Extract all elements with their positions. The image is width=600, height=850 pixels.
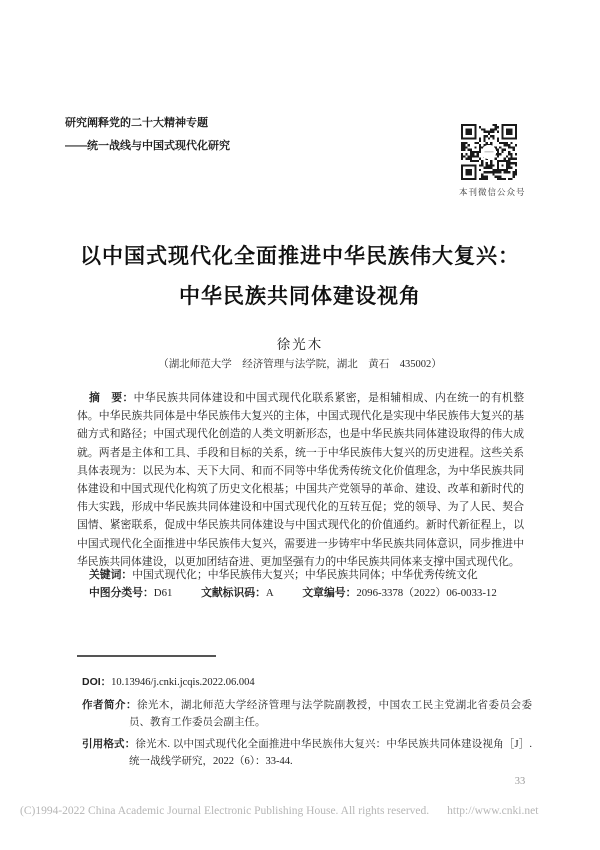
citation-line xyxy=(82,736,532,770)
qr-caption: 本刊微信公众号 xyxy=(459,187,526,197)
doi-line xyxy=(82,674,532,691)
title-line-2: 中华民族共同体建设视角 xyxy=(179,284,421,308)
clc-label: 中图分类号： xyxy=(89,587,154,599)
abstract-text: 中华民族共同体建设和中国式现代化联系紧密，是相辅相成、内在统一的有机整体。中华民族共同体是中华民族伟大复兴的主体，中国式现代化是实现中华民族伟大复兴的基础方式和路径；中国式现代化创造的人类文明新形态，也是中华民族共同体建设取得的伟大成就。两者是主体和工具、手段和目标的关系，统一于中华民族伟大复兴的历史进程。这些关系具体表现为：以民为本、天下大同、和而不同等中华优秀传统文化价值理念，为中华民族共同体建设和中国式现代化构筑了历史文化根基；中国共产党领导的革命、建设、改革和新时代的伟大实践，形成中华民族共同体建设和中国式现代化的互转互促；党的领导、为了人民、契合国情、紧密联系，促成中华民族共同体建设与中国式现代化的价值通约。新时代新征程上，以中国式现代化全面推进中华民族伟大复兴，需要进一步铸牢中华民族共同体意识，同步推进中华民族共同体建设，以更加团结奋进、更加坚强有力的中华民族共同体来支撑中国式现代化。 xyxy=(77,392,525,568)
clc-value: D61 xyxy=(153,587,173,599)
keywords-text: 中国式现代化；中华民族伟大复兴；中华民族共同体；中华优秀传统文化 xyxy=(132,569,478,581)
copyright-line xyxy=(20,805,580,817)
topic-line-2: ——统一战线与中国式现代化研究 xyxy=(65,140,230,152)
special-topic-header xyxy=(65,112,230,158)
page-number: 33 xyxy=(514,776,526,787)
citation-text: 徐光木. 以中国式现代化全面推进中华民族伟大复兴：中华民族共同体建设视角［J］. 统一战线学研究，2022（6）：33-44. xyxy=(129,739,533,767)
author-affiliation: （湖北师范大学 经济管理与法学院，湖北 黄石 435002） xyxy=(158,359,442,370)
doc-code-label: 文献标识码： xyxy=(201,587,266,599)
article-id-pair xyxy=(302,587,496,599)
article-title xyxy=(0,236,600,316)
article-id-value: 2096-3378（2022）06-0033-12 xyxy=(356,587,497,599)
copyright-text: (C)1994-2022 China Academic Journal Electronic Publishing House. All rights reserved. xyxy=(20,805,430,817)
doc-code-value: A xyxy=(265,587,274,599)
footnote-divider xyxy=(77,655,216,657)
doi-value: 10.13946/j.cnki.jcqis.2022.06.004 xyxy=(111,677,255,688)
citation-label: 引用格式： xyxy=(82,738,136,750)
keywords-line xyxy=(77,567,524,582)
author-bio-label: 作者简介： xyxy=(82,699,137,711)
classification-line xyxy=(77,585,537,600)
author-bio-line xyxy=(82,697,532,731)
footnotes-block xyxy=(82,674,532,775)
title-line-1: 以中国式现代化全面推进中华民族伟大复兴： xyxy=(80,244,520,268)
abstract-paragraph xyxy=(77,389,524,571)
author-bio-text: 徐光木，湖北师范大学经济管理与法学院副教授，中国农工民主党湖北省委员会委员、教育工作委员会副主任。 xyxy=(129,700,532,728)
topic-line-1: 研究阐释党的二十大精神专题 xyxy=(65,117,208,129)
keywords-label: 关键词： xyxy=(89,569,133,581)
copyright-url: http://www.cnki.net xyxy=(447,805,539,817)
clc-pair xyxy=(89,587,172,599)
qr-code-icon xyxy=(461,124,517,180)
author-name: 徐光木 xyxy=(276,337,324,352)
doi-label: DOI： xyxy=(82,676,112,688)
doc-code-pair xyxy=(201,587,274,599)
article-id-label: 文章编号： xyxy=(302,587,357,599)
wechat-qr-block xyxy=(459,124,526,198)
abstract-label: 摘 要： xyxy=(89,392,134,404)
